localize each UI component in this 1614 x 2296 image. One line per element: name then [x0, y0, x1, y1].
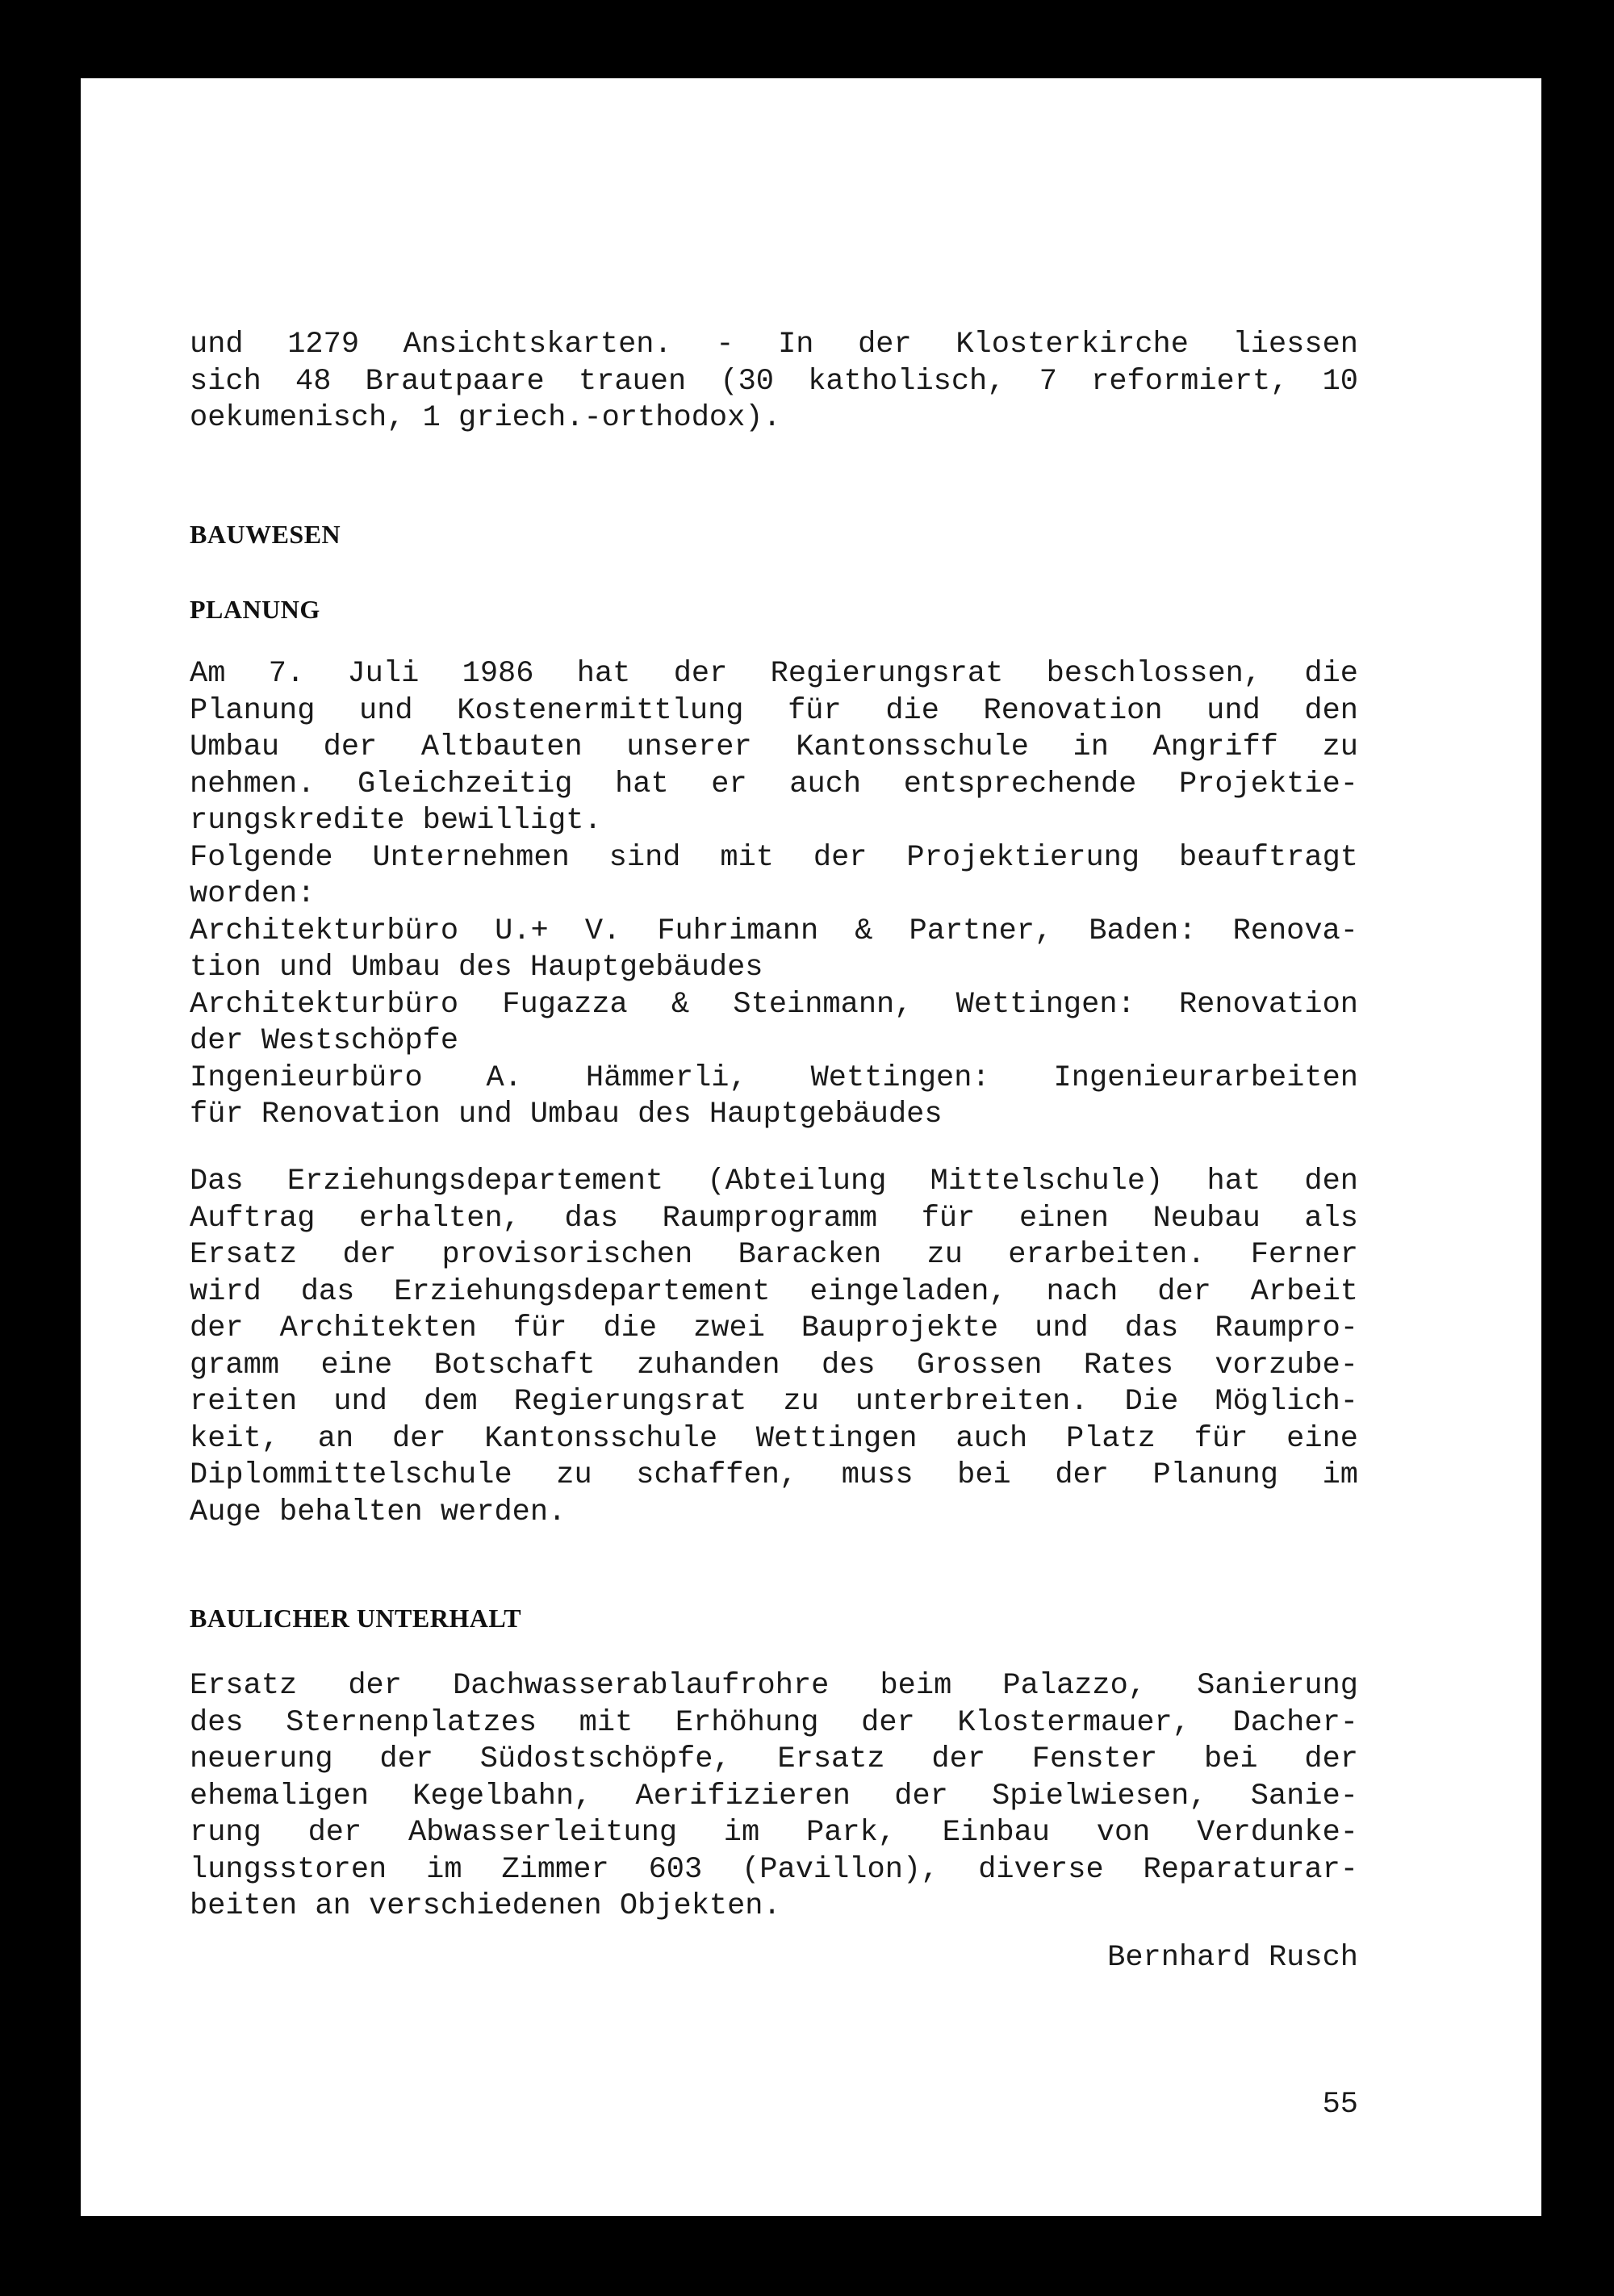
- text-line: Das Erziehungsdepartement (Abteilung Mittelschule) hat den: [190, 1165, 1358, 1198]
- signature-block: [190, 1941, 1358, 1975]
- text-line: reiten und dem Regierungsrat zu unterbreiten. Die Möglich-: [190, 1385, 1358, 1419]
- text-line: beiten an verschiedenen Objekten.: [190, 1889, 781, 1923]
- heading-baulicher-unterhalt: BAULICHER UNTERHALT: [190, 1604, 522, 1633]
- text-line: lungsstoren im Zimmer 603 (Pavillon), diverse Reparaturar-: [190, 1852, 1358, 1887]
- text-line: sich 48 Brautpaare trauen (30 katholisch, 7 reformiert, 10: [190, 364, 1358, 399]
- document-page: [81, 78, 1541, 2216]
- text-line: gramm eine Botschaft zuhanden des Grossen Rates vorzube-: [190, 1348, 1358, 1382]
- text-line: Ersatz der provisorischen Baracken zu erarbeiten. Ferner: [190, 1238, 1358, 1272]
- section-heading-planung: [190, 595, 1358, 625]
- text-line: Umbau der Altbauten unserer Kantonsschule in Angriff zu: [190, 730, 1358, 764]
- text-line: Am 7. Juli 1986 hat der Regierungsrat beschlossen, die: [190, 657, 1358, 691]
- section-heading-bauwesen: [190, 520, 1358, 550]
- text-line: und 1279 Ansichtskarten. - In der Klosterkirche liessen: [190, 328, 1358, 362]
- intro-paragraph: [190, 327, 1358, 437]
- text-line: keit, an der Kantonsschule Wettingen auch Platz für eine: [190, 1421, 1358, 1456]
- intro-text: [190, 327, 1358, 437]
- text-line: neuerung der Südostschöpfe, Ersatz der Fenster bei der: [190, 1742, 1358, 1776]
- text-line: Folgende Unternehmen sind mit der Projektierung beauftragt: [190, 840, 1358, 875]
- text-line: Architekturbüro Fugazza & Steinmann, Wettingen: Renovation: [190, 987, 1358, 1022]
- text-line: wird das Erziehungsdepartement eingeladen, nach der Arbeit: [190, 1274, 1358, 1309]
- text-line: oekumenisch, 1 griech.-orthodox).: [190, 401, 781, 435]
- planung-text-2: [190, 1164, 1358, 1531]
- text-line: ehemaligen Kegelbahn, Aerifizieren der Spielwiesen, Sanie-: [190, 1779, 1358, 1813]
- text-line: rungskredite bewilligt.: [190, 804, 602, 838]
- page-number: 55: [1322, 2088, 1358, 2122]
- text-line: des Sternenplatzes mit Erhöhung der Klostermauer, Dacher-: [190, 1705, 1358, 1740]
- text-line: Architekturbüro U.+ V. Fuhrimann & Partner, Baden: Renova-: [190, 914, 1358, 948]
- text-line: Auge behalten werden.: [190, 1495, 567, 1529]
- text-line: für Renovation und Umbau des Hauptgebäudes: [190, 1098, 943, 1131]
- text-line: worden:: [190, 877, 316, 911]
- text-line: Ersatz der Dachwasserablaufrohre beim Palazzo, Sanierung: [190, 1669, 1358, 1703]
- text-line: Ingenieurbüro A. Hämmerli, Wettingen: Ingenieurarbeiten: [190, 1060, 1358, 1095]
- text-line: der Architekten für die zwei Bauprojekte und das Raumpro-: [190, 1311, 1358, 1345]
- text-line: tion und Umbau des Hauptgebäudes: [190, 951, 763, 985]
- text-line: nehmen. Gleichzeitig hat er auch entsprechende Projektie-: [190, 767, 1358, 801]
- planung-text-1: [190, 656, 1358, 1134]
- planung-paragraph-1: [190, 656, 1358, 1134]
- author-signature: Bernhard Rusch: [1107, 1941, 1358, 1975]
- unterhalt-paragraph: [190, 1668, 1358, 1926]
- planung-paragraph-2: [190, 1164, 1358, 1531]
- text-line: Planung und Kostenermittlung für die Renovation und den: [190, 693, 1358, 728]
- page-footer: [190, 2088, 1358, 2122]
- text-line: der Westschöpfe: [190, 1024, 459, 1058]
- heading-planung: PLANUNG: [190, 595, 320, 624]
- text-line: rung der Abwasserleitung im Park, Einbau von Verdunke-: [190, 1816, 1358, 1850]
- heading-bauwesen: BAUWESEN: [190, 520, 341, 549]
- text-line: Diplommittelschule zu schaffen, muss bei der Planung im: [190, 1458, 1358, 1492]
- section-heading-unterhalt: [190, 1604, 1358, 1633]
- text-line: Auftrag erhalten, das Raumprogramm für einen Neubau als: [190, 1201, 1358, 1236]
- unterhalt-text: [190, 1668, 1358, 1926]
